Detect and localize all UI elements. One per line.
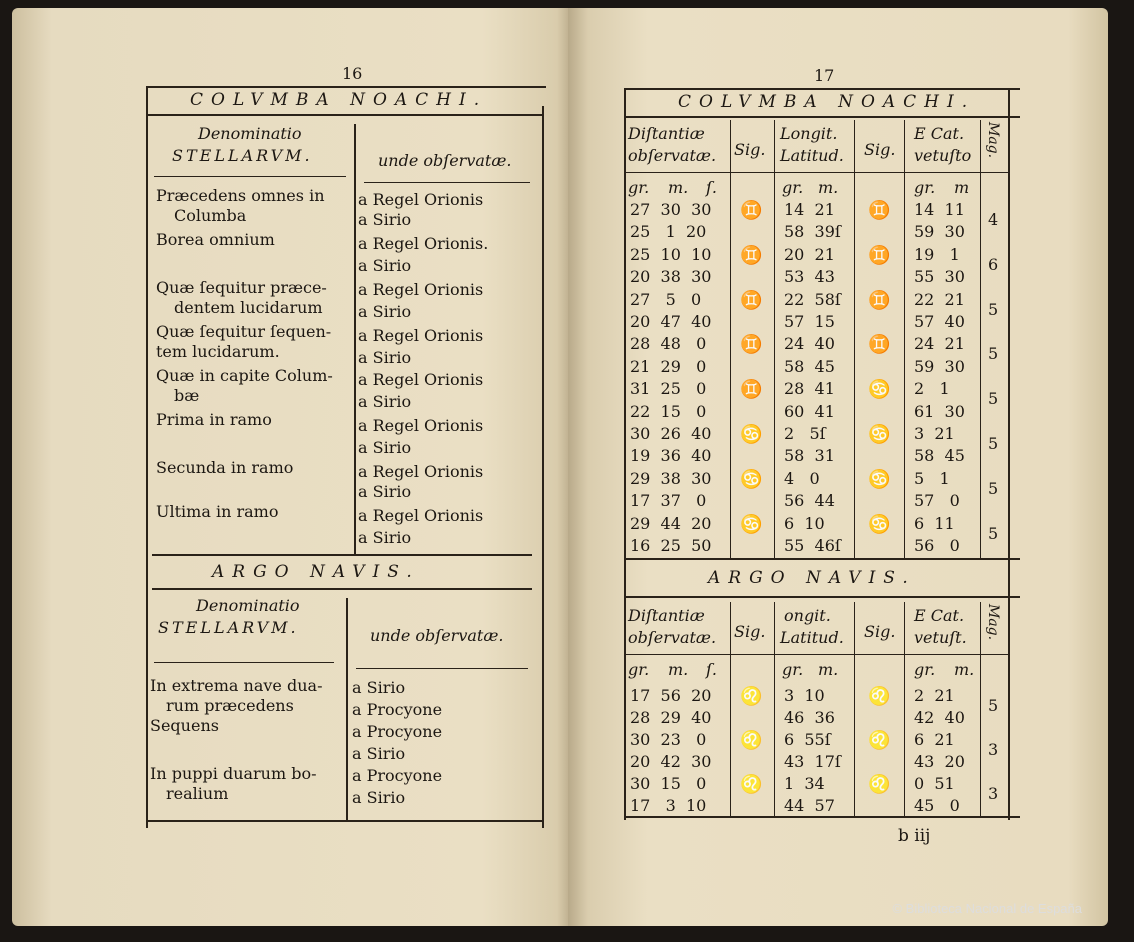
section2-rule xyxy=(152,588,532,590)
magnitude-value: 3 xyxy=(988,740,999,759)
sign-glyph: ♋ xyxy=(740,424,763,445)
sign-glyph: ♊ xyxy=(868,289,891,311)
star-name: Præcedens omnes in xyxy=(156,186,325,205)
unit-m3: m xyxy=(954,178,970,197)
star-observed: a Procyone xyxy=(352,766,443,785)
star-observed: a Sirio xyxy=(358,348,412,367)
column-divider-2 xyxy=(346,598,348,822)
star-observed: a Sirio xyxy=(358,528,412,547)
ecat-value: 5 1 xyxy=(914,468,950,488)
ecat-value: 22 21 xyxy=(914,289,965,309)
longitude-value: 60 41 xyxy=(784,401,835,421)
longitude-value: 1 34 xyxy=(784,774,825,793)
bottom-rule xyxy=(624,816,1020,818)
distance-value: 25 10 10 xyxy=(630,244,712,264)
star-observed: a Sirio xyxy=(358,482,412,501)
star-observed: a Regel Orionis xyxy=(358,462,484,481)
header-rule-left xyxy=(154,176,346,177)
sign-glyph: ♊ xyxy=(740,200,763,221)
star-name: rum præcedens xyxy=(166,696,294,715)
page-number: 17 xyxy=(814,66,835,85)
header2-stellarum: STELLARVM. xyxy=(158,618,299,637)
hdr-distantia: Diſtantiæ xyxy=(628,606,705,625)
unit-gr3: gr. xyxy=(914,660,936,679)
star-name: Quæ ſequitur præce- xyxy=(156,278,327,297)
bottom-rule xyxy=(146,820,544,822)
star-name: Prima in ramo xyxy=(156,410,272,429)
col-divider xyxy=(980,602,981,818)
title-rule xyxy=(624,116,1020,118)
longitude-value: 58 45 xyxy=(784,356,835,376)
header2-unde: unde obſervatæ. xyxy=(370,626,504,645)
magnitude-value: 4 xyxy=(988,210,999,229)
ecat-value: 6 11 xyxy=(914,513,955,533)
distance-value: 21 29 0 xyxy=(630,356,707,376)
sign-glyph: ♊ xyxy=(868,244,891,266)
hdr-longit: ongit. xyxy=(784,606,831,625)
unit-gr: gr. xyxy=(628,178,650,197)
distance-value: 28 48 0 xyxy=(630,334,707,354)
sign-glyph: ♋ xyxy=(740,513,763,535)
ecat-value: 59 30 xyxy=(914,222,965,242)
col-divider xyxy=(904,602,905,818)
left-border xyxy=(624,90,626,820)
longitude-value: 46 36 xyxy=(784,708,835,727)
col-divider xyxy=(774,602,775,818)
unit-m2: m. xyxy=(818,178,839,197)
longitude-value: 3 10 xyxy=(784,686,825,705)
sign-glyph: ♊ xyxy=(740,244,763,266)
hdr-sig2: Sig. xyxy=(864,140,896,159)
magnitude-value: 5 xyxy=(988,299,999,319)
star-name: bæ xyxy=(174,386,200,405)
distance-value: 29 44 20 xyxy=(630,513,712,533)
sign-glyph: ♋ xyxy=(868,468,891,490)
ecat-value: 6 21 xyxy=(914,730,955,749)
longitude-value: 22 58ſ xyxy=(784,289,841,309)
ecat-value: 43 20 xyxy=(914,752,965,771)
star-observed: a Sirio xyxy=(358,392,412,411)
distance-value: 29 38 30 xyxy=(630,468,712,488)
star-name: Quæ in capite Colum- xyxy=(156,366,333,385)
distance-value: 20 47 40 xyxy=(630,312,712,331)
ecat-value: 0 51 xyxy=(914,774,955,793)
column-divider xyxy=(354,124,356,554)
star-name: Quæ ſequitur ſequen- xyxy=(156,322,332,341)
longitude-value: 6 55ſ xyxy=(784,730,831,749)
section2-rule xyxy=(624,596,1020,598)
unit-m: m. xyxy=(668,660,689,679)
distance-value: 17 3 10 xyxy=(630,796,707,815)
section-rule xyxy=(624,558,1020,560)
copyright-credit: © Biblioteca Nacional de España xyxy=(892,901,1082,916)
longitude-value: 58 31 xyxy=(784,446,835,466)
star-name: Secunda in ramo xyxy=(156,458,294,477)
star-observed: a Regel Orionis. xyxy=(358,234,489,253)
distance-value: 31 25 0 xyxy=(630,379,707,399)
sign-glyph: ♋ xyxy=(868,424,891,445)
section-rule xyxy=(152,554,532,556)
longitude-value: 44 57 xyxy=(784,796,835,815)
distance-value: 22 15 0 xyxy=(630,401,707,421)
page-number: 16 xyxy=(342,64,363,83)
sign-glyph: ♊ xyxy=(740,379,763,401)
sign-glyph: ♊ xyxy=(740,289,763,311)
header-rule-right xyxy=(364,182,530,183)
unit-m3: m. xyxy=(954,660,975,679)
unit-gr: gr. xyxy=(628,660,650,679)
hdr-latitud: Latitud. xyxy=(780,146,844,165)
distance-value: 27 5 0 xyxy=(630,289,702,309)
star-name: realium xyxy=(166,784,229,803)
hdr-observatae: obſervatæ. xyxy=(628,628,717,647)
longitude-value: 55 46ſ xyxy=(784,536,841,555)
ecat-value: 57 0 xyxy=(914,491,960,511)
longitude-value: 6 10 xyxy=(784,513,825,533)
longitude-value: 14 21 xyxy=(784,200,835,219)
header-stellarum: STELLARVM. xyxy=(172,146,313,165)
sign-glyph: ♋ xyxy=(868,379,891,401)
ecat-value: 42 40 xyxy=(914,708,965,727)
longitude-value: 58 39ſ xyxy=(784,222,841,242)
star-observed: a Procyone xyxy=(352,700,443,719)
ecat-value: 61 30 xyxy=(914,401,965,421)
star-observed: a Sirio xyxy=(358,256,412,275)
longitude-value: 24 40 xyxy=(784,334,835,354)
star-name: Borea omnium xyxy=(156,230,275,249)
sign-glyph: ♊ xyxy=(740,334,763,356)
hdr-distantia: Diſtantiæ xyxy=(628,124,705,143)
header-rule xyxy=(626,654,1008,655)
star-observed: a Procyone xyxy=(352,722,443,741)
sign-glyph: ♌ xyxy=(740,730,763,751)
unit-gr2: gr. xyxy=(782,660,804,679)
header-rule xyxy=(626,172,1008,173)
longitude-value: 20 21 xyxy=(784,244,835,264)
star-observed: a Sirio xyxy=(352,678,406,697)
distance-value: 19 36 40 xyxy=(630,446,712,466)
magnitude-value: 5 xyxy=(988,389,999,409)
section-title: COLVMBA NOACHI. xyxy=(190,90,488,110)
header2-rule-right xyxy=(356,668,528,669)
star-name: Sequens xyxy=(150,716,219,735)
star-observed: a Sirio xyxy=(352,788,406,807)
unit-gr2: gr. xyxy=(782,178,804,197)
sign-glyph: ♌ xyxy=(868,686,891,707)
sign-glyph: ♊ xyxy=(868,334,891,356)
unit-s: ſ. xyxy=(706,660,718,679)
header2-denominatio: Denominatio xyxy=(196,596,300,615)
unit-m2: m. xyxy=(818,660,839,679)
col-divider xyxy=(730,602,731,818)
ecat-value: 24 21 xyxy=(914,334,965,354)
magnitude-value: 6 xyxy=(988,254,999,274)
magnitude-value: 5 xyxy=(988,434,999,453)
ecat-value: 55 30 xyxy=(914,267,965,287)
longitude-value: 2 5ſ xyxy=(784,424,826,443)
top-rule xyxy=(624,88,1020,90)
hdr-ecat: E Cat. xyxy=(914,124,965,143)
col-divider xyxy=(774,120,775,558)
star-observed: a Regel Orionis xyxy=(358,416,484,435)
unit-gr3: gr. xyxy=(914,178,936,197)
distance-value: 27 30 30 xyxy=(630,200,712,219)
ecat-value: 3 21 xyxy=(914,424,955,443)
magnitude-value: 5 xyxy=(988,523,999,543)
col-divider xyxy=(854,602,855,818)
top-rule xyxy=(146,86,546,88)
star-observed: a Sirio xyxy=(358,210,412,229)
star-name: In extrema nave dua- xyxy=(150,676,323,695)
distance-value: 30 23 0 xyxy=(630,730,707,749)
col-divider xyxy=(980,120,981,558)
star-observed: a Regel Orionis xyxy=(358,280,484,299)
hdr-vetust: vetuſt. xyxy=(914,628,967,647)
title-rule xyxy=(146,114,544,116)
longitude-value: 56 44 xyxy=(784,491,835,511)
sign-glyph: ♋ xyxy=(740,468,763,490)
star-name: In puppi duarum bo- xyxy=(150,764,317,783)
star-observed: a Sirio xyxy=(358,302,412,321)
distance-value: 20 38 30 xyxy=(630,267,712,287)
sign-glyph: ♊ xyxy=(868,200,891,221)
right-page xyxy=(568,8,1108,926)
hdr-mag: Mag. xyxy=(985,122,1001,159)
hdr-mag: Mag. xyxy=(985,604,1001,641)
ecat-value: 2 21 xyxy=(914,686,955,705)
longitude-value: 57 15 xyxy=(784,312,835,331)
ecat-value: 58 45 xyxy=(914,446,965,466)
ecat-value: 19 1 xyxy=(914,244,960,264)
ecat-value: 57 40 xyxy=(914,312,965,331)
left-page xyxy=(12,8,572,926)
unit-m: m. xyxy=(668,178,689,197)
star-name: dentem lucidarum xyxy=(174,298,323,317)
section2-title: ARGO NAVIS. xyxy=(708,568,916,588)
sign-glyph: ♌ xyxy=(868,774,891,795)
open-book xyxy=(12,8,1122,932)
hdr-ecat: E Cat. xyxy=(914,606,965,625)
header-denominatio: Denominatio xyxy=(198,124,302,143)
section2-title: ARGO NAVIS. xyxy=(212,562,420,582)
header2-rule-left xyxy=(154,662,334,663)
distance-value: 30 26 40 xyxy=(630,424,712,443)
star-observed: a Sirio xyxy=(352,744,406,763)
longitude-value: 28 41 xyxy=(784,379,835,399)
ecat-value: 2 1 xyxy=(914,379,950,399)
distance-value: 25 1 20 xyxy=(630,222,707,242)
longitude-value: 4 0 xyxy=(784,468,820,488)
distance-value: 17 37 0 xyxy=(630,491,707,511)
star-name: Ultima in ramo xyxy=(156,502,279,521)
distance-value: 20 42 30 xyxy=(630,752,712,771)
right-border xyxy=(542,106,544,828)
star-name: tem lucidarum. xyxy=(156,342,280,361)
magnitude-value: 3 xyxy=(988,784,999,803)
distance-value: 28 29 40 xyxy=(630,708,712,727)
magnitude-value: 5 xyxy=(988,478,999,498)
hdr-longit: Longit. xyxy=(780,124,838,143)
distance-value: 16 25 50 xyxy=(630,536,712,555)
ecat-value: 14 11 xyxy=(914,200,965,219)
sign-glyph: ♌ xyxy=(868,730,891,751)
sign-glyph: ♌ xyxy=(740,686,763,707)
longitude-value: 43 17ſ xyxy=(784,752,841,771)
star-observed: a Regel Orionis xyxy=(358,506,484,525)
hdr-observatae: obſervatæ. xyxy=(628,146,717,165)
star-name: Columba xyxy=(174,206,247,225)
col-divider xyxy=(854,120,855,558)
hdr-vetusto: vetuſto xyxy=(914,146,972,165)
section-title: COLVMBA NOACHI. xyxy=(678,92,976,112)
signature-mark: b iij xyxy=(898,826,931,846)
longitude-value: 53 43 xyxy=(784,267,835,287)
sign-glyph: ♌ xyxy=(740,774,763,795)
star-observed: a Sirio xyxy=(358,438,412,457)
ecat-value: 59 30 xyxy=(914,356,965,376)
header-unde: unde obſervatæ. xyxy=(378,151,512,170)
col-divider xyxy=(730,120,731,558)
ecat-value: 56 0 xyxy=(914,536,960,555)
magnitude-value: 5 xyxy=(988,344,999,364)
unit-s: ſ. xyxy=(706,178,718,197)
hdr-sig2: Sig. xyxy=(864,622,896,641)
right-border xyxy=(1008,90,1010,820)
sign-glyph: ♋ xyxy=(868,513,891,535)
distance-value: 30 15 0 xyxy=(630,774,707,793)
distance-value: 17 56 20 xyxy=(630,686,712,705)
star-observed: a Regel Orionis xyxy=(358,190,484,209)
left-border xyxy=(146,86,148,828)
hdr-sig: Sig. xyxy=(734,140,766,159)
magnitude-value: 5 xyxy=(988,696,999,715)
hdr-latitud: Latitud. xyxy=(780,628,844,647)
hdr-sig: Sig. xyxy=(734,622,766,641)
col-divider xyxy=(904,120,905,558)
star-observed: a Regel Orionis xyxy=(358,370,484,389)
star-observed: a Regel Orionis xyxy=(358,326,484,345)
ecat-value: 45 0 xyxy=(914,796,960,815)
